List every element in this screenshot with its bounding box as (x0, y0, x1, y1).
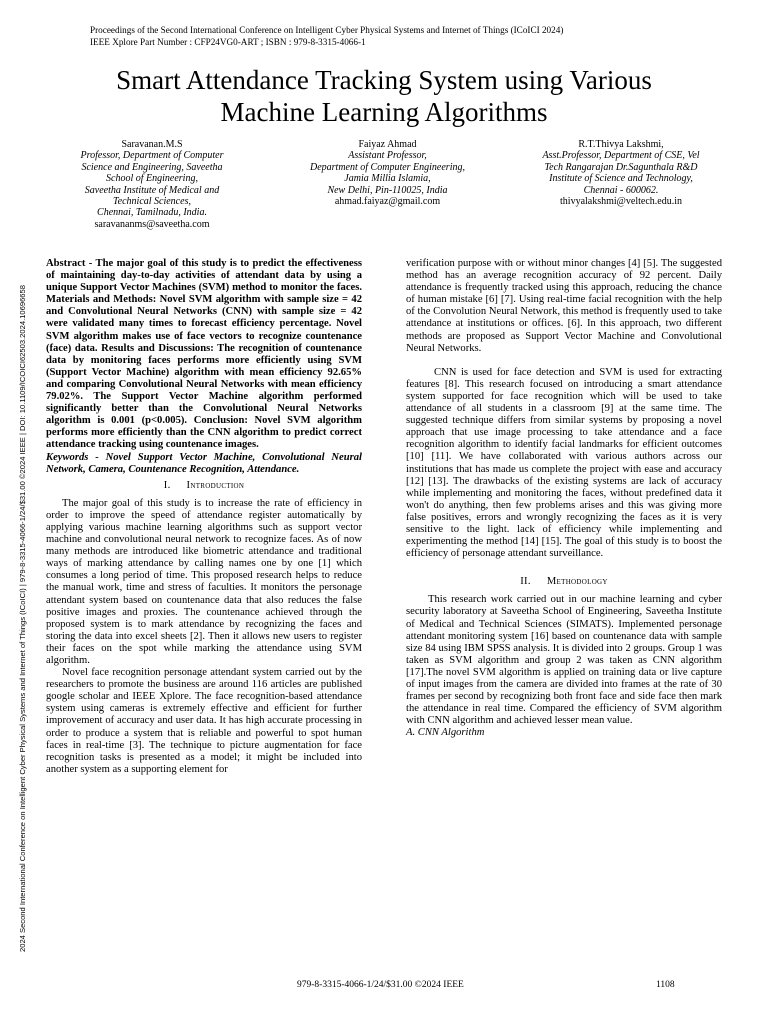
author-affiliation (52, 150, 252, 218)
paragraph-gap (406, 560, 722, 572)
affiliation-line: Institute of Science and Technology, (549, 173, 693, 185)
author-block-3 (518, 139, 724, 207)
affiliation-line: New Delhi, Pin-110025, India (327, 184, 448, 196)
affiliation-line: Science and Engineering, Saveetha (81, 161, 223, 173)
author-email[interactable]: ahmad.faiyaz@gmail.com (334, 196, 441, 208)
side-margin-citation: 2024 Second International Conference on Intelligent Cyber Physical Systems and Internet of Things (ICoICI) | 979-8-3315-4066-1/24/$31.00 ©2024 IEEE | DOI: 10.1109/ICOICI62503.2024.10696658 (18, 285, 27, 952)
section-number: II. (520, 576, 531, 588)
affiliation-line: Jamia Millia Islamia, (344, 173, 431, 185)
section-heading-methodology (406, 576, 722, 588)
section-number: I. (163, 479, 171, 491)
affiliation-line: Professor, Department of Computer (80, 150, 224, 162)
author-email[interactable]: thivyalakshmi@veltech.edu.in (560, 196, 682, 208)
left-column (46, 258, 362, 776)
affiliation-line: Chennai - 600062. (583, 184, 659, 196)
paper-title (40, 64, 728, 128)
author-name: R.T.Thivya Lakshmi, (578, 139, 664, 150)
title-line-2: Machine Learning Algorithms (220, 97, 548, 127)
intro-paragraph-2: Novel face recognition personage attendant system carried out by the researchers to promote the business are around 116 articles are published google scholar and IEEE Xplore. The face recognition-based attendance system using cameras is extremely effective and efficient for further improvement of accuracy and user data. It has high accurate processing in order to produce a system that is reliable and powerful to spot human faces in real-time [3]. The technique to picture augmentation for face recognition tasks is presented as a model; it might be included into another system as a supporting element for (46, 667, 362, 775)
abstract: Abstract - The major goal of this study is to predict the effectiveness of maintaining day-to-day activities of attendant data by using a unique Support Vector Machines (SVM) method to monitor the faces. Materials and Methods: Novel SVM algorithm with sample size = 42 and Convolutional Neural Networks (CNN) with sample size = 42 were validated many times to forecast efficiency percentage. Novel SVM algorithm makes use of face vectors to recognize countenance (face) data. Results and Discussions: The recognition of countenance data by monitoring faces performs more efficiently using SVM (Support Vector Machine) algorithm with mean efficiency 92.65% and comparing Convolutional Neural Networks with mean efficiency 79.02%. The Support Vector Machine algorithm performed significantly better than the Convolutional Neural Networks algorithm is 0.001 (p<0.005). Conclusion: Novel SVM algorithm performs more efficiently than the CNN algorithm to predict correct attendance tracking using countenance images. (46, 258, 362, 451)
keywords: Keywords - Novel Support Vector Machine, Convolutional Neural Network, Camera, Countenance Recognition, Attendance. (46, 451, 362, 475)
header-line-2: IEEE Xplore Part Number : CFP24VG0-ART ; ISBN : 979-8-3315-4066-1 (90, 37, 366, 47)
section-title: Introduction (186, 479, 245, 491)
affiliation-line: Saveetha Institute of Medical and (84, 184, 220, 196)
author-affiliation (518, 150, 724, 196)
page-number: 1108 (656, 980, 675, 990)
right-column (406, 258, 722, 739)
affiliation-line: Asst.Professor, Department of CSE, Vel (542, 150, 700, 162)
footer-copyright: 979-8-3315-4066-1/24/$31.00 ©2024 IEEE (297, 980, 464, 990)
right-paragraph-1: verification purpose with or without minor changes [4] [5]. The suggested method has an average recognition accuracy of 92 percent. Daily attendance is frequently tracked using this approach, reducing the chance of human mistake [6] [7]. Using real-time facial recognition with the help of the Convolution Neural Network, this method is frequently used to take attendance at institutions or offices. [6]. In this approach, two different methods are proposed as Support Vector Machine and Convolutional Neural Networks. (406, 258, 722, 354)
author-affiliation (285, 150, 490, 196)
proceedings-header (90, 24, 563, 48)
section-heading-introduction (46, 480, 362, 492)
section-title: Methodology (546, 576, 608, 588)
affiliation-line: Chennai, Tamilnadu, India. (97, 207, 207, 219)
right-paragraph-2: CNN is used for face detection and SVM is used for extracting features [8]. This research focused on introducing a smart attendance system supported for face recognition which will be used to take attendance of all students in a classroom [9] at the same time. The suggested technique differs from similar systems by proposing a novel approach that use image processing to take attendance and a face recognition algorithm to identify facial landmarks for efficient outcomes [10] [11]. We have collaborated with various authors across our institutions that has made us complete the project with ease and accuracy [12] [13]. The drawbacks of the existing systems are lack of accuracy while implementing and monitoring the faces, without predefined data it won't do anything, then few problems arises and this was giving more false positives, errors and wrongly recognizing the faces as it is very sensitive to the light. lack of efficiency while implementing and experimenting the method [14] [15]. The goal of this study is to boost the efficiency of personage attendant surveillance. (406, 366, 722, 560)
affiliation-line: Department of Computer Engineering, (310, 161, 465, 173)
methodology-paragraph: This research work carried out in our machine learning and cyber security laboratory at Saveetha School of Engineering, Saveetha Institute of Medical and Technical Sciences (SIMATS). Implemented personage attendant monitoring system [16] based on countenance data with sample size 84 using IBM SPSS analysis. It is divided into 2 groups. Group 1 was taken as SVM algorithm and group 2 was taken as CNN algorithm [17].The novel SVM algorithm is applied on training data or live capture of input images from the camera are divided into frames at the rate of 30 frames per second by recognizing both front face and side face then mark the attendance in real time. Compared the efficiency of SVM algorithm with CNN algorithm and achieved lesser mean value. (406, 594, 722, 727)
intro-paragraph-1: The major goal of this study is to increase the rate of efficiency in order to improve the speed of attendance register automatically by applying various machine learning algorithms such as support vector machine and convolutional neural network to recognize faces. As of now many methods are introduced like biometric attendance and traditional ways of marking attendance by calling names one by one [1] which consumes a long period of time. This proposed research helps to reduce the manual work, time and stress of faculties. It monitors the personage attendant system based on countenance data that also reduces the false positive images and proxies. The countenance achieved through the proposed system is to mark attendance by recognizing the faces and storing the data into excel sheets [2]. Then it allows new users to register their faces on the spot while marking the attendance using SVM algorithm. (46, 497, 362, 666)
author-name: Faiyaz Ahmad (358, 139, 417, 150)
paragraph-gap (406, 355, 722, 367)
author-name: Saravanan.M.S (121, 139, 183, 150)
author-email[interactable]: saravananms@saveetha.com (94, 218, 210, 230)
header-line-1: Proceedings of the Second International Conference on Intelligent Cyber Physical Systems and Internet of Things (ICoICI 2024) (90, 25, 564, 35)
affiliation-line: Assistant Professor, (348, 150, 427, 162)
subsection-heading-cnn: A. CNN Algorithm (406, 727, 485, 739)
affiliation-line: School of Engineering, (106, 173, 198, 185)
author-block-2 (285, 139, 490, 207)
affiliation-line: Tech Rangarajan Dr.Sagunthala R&D (544, 161, 698, 173)
title-line-1: Smart Attendance Tracking System using Various (116, 65, 652, 95)
affiliation-line: Technical Sciences, (113, 196, 191, 208)
author-block-1 (52, 139, 252, 230)
